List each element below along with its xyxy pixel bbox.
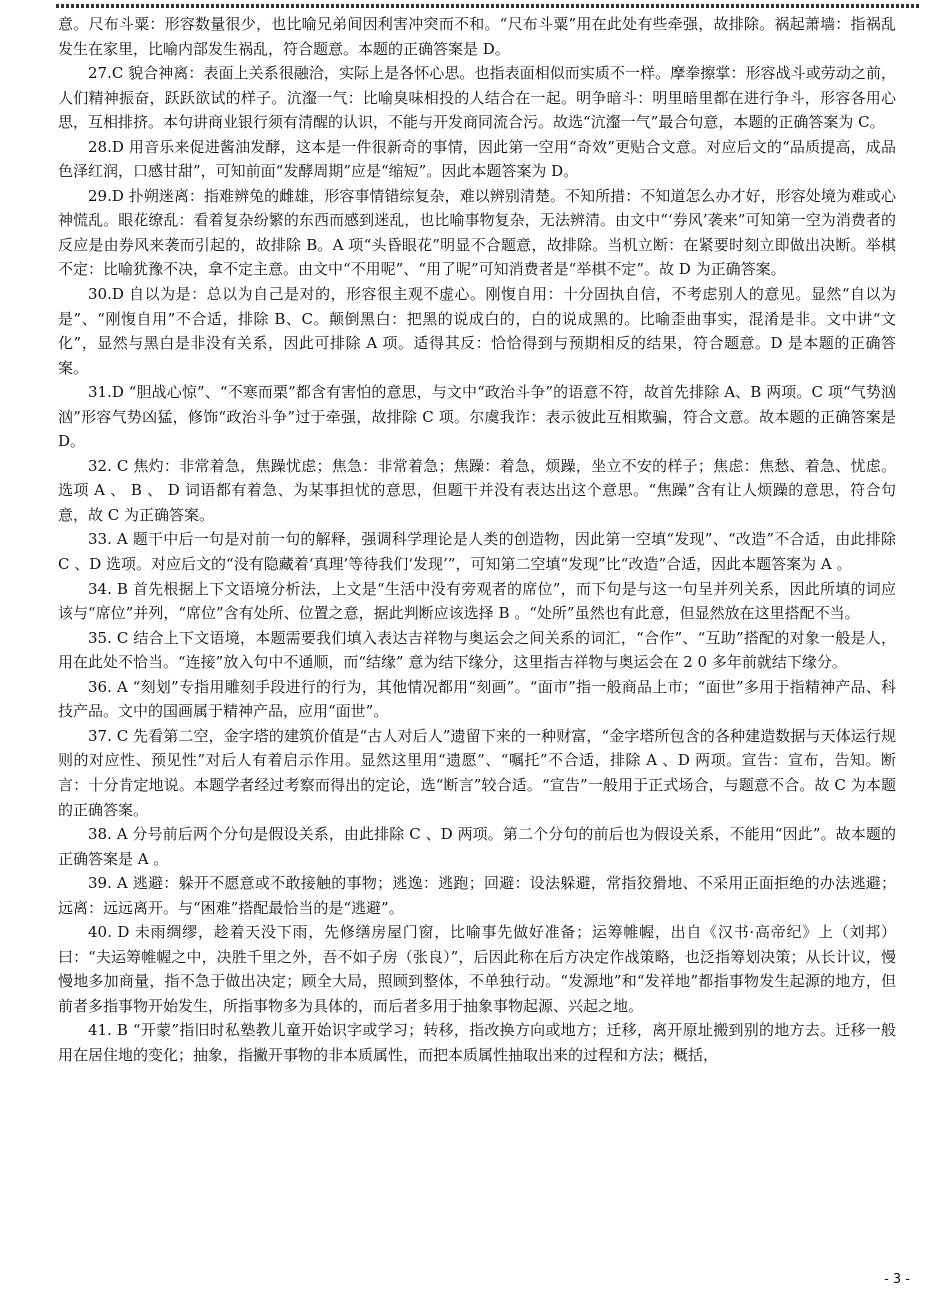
answer-30: 30.D 自以为是：总以为自己是对的，形容很主观不虚心。刚愎自用：十分固执自信，不考虑别人的意见。显然“自以为是”、“刚愎自用”不合适，排除 B、C。颠倒黑白：把黑的说成白的，白的说成黑的。比喻歪曲事实，混淆是非。文中讲“文化”，显然与黑白是非没有关系，因此可排除 A 项。适得其反：恰恰得到与预期相反的结果，符合题意。D 是本题的正确答案。 [58, 285, 896, 377]
answer-29: 29.D 扑朔迷离：指难辨兔的雌雄，形容事情错综复杂，难以辨别清楚。不知所措：不知道怎么办才好，形容处境为难或心神慌乱。眼花缭乱：看着复杂纷繁的东西而感到迷乱，也比喻事物复杂，无法辨清。由文中“‘券风’袭来”可知第一空为消费者的反应是由券风来袭而引起的，故排除 B。A 项“头昏眼花”明显不合题意，故排除。当机立断：在紧要时刻立即做出决断。举棋不定：比喻犹豫不决，拿不定主意。由文中“不用呢”、“用了呢”可知消费者是“举棋不定”。故 D 为正确答案。 [58, 186, 896, 279]
answer-33: 33. A 题干中后一句是对前一句的解释，强调科学理论是人类的创造物，因此第一空填“发现”、“改造”不合适，由此排除 C 、D 选项。对应后文的“没有隐藏着‘真理’等待我们‘发现’”，可知第二空填“发现”比“改造”合适，因此本题答案为 A 。 [58, 530, 896, 574]
document-body [58, 12, 896, 1068]
answer-31: 31.D “胆战心惊”、“不寒而栗”都含有害怕的意思，与文中“政治斗争”的语意不符，故首先排除 A、B 两项。C 项“气势汹汹”形容气势凶猛，修饰“政治斗争”过于牵强，故排除 C 项。尔虞我诈：表示彼此互相欺骗，符合文意。故本题的正确答案是 D。 [58, 383, 896, 451]
answer-34: 34. B 首先根据上下文语境分析法，上文是“生活中没有旁观者的席位”，而下句是与这一句呈并列关系，因此所填的词应该与“席位”并列，“席位”含有处所、位置之意，据此判断应该选择 B 。“处所”虽然也有此意，但显然放在这里搭配不当。 [58, 579, 896, 623]
answer-28: 28.D 用音乐来促进酱油发酵，这本是一件很新奇的事情，因此第一空用“奇效”更贴合文意。对应后文的“品质提高，成品色泽红润，口感甘甜”，可知前面“发酵周期”应是“缩短”。因此本题答案为 D。 [58, 137, 896, 181]
paragraph-continued: 意。尺布斗粟：形容数量很少，也比喻兄弟间因利害冲突而不和。“尺布斗粟”用在此处有些牵强，故排除。祸起萧墙：指祸乱发生在家里，比喻内部发生祸乱，符合题意。本题的正确答案是 D。 [58, 15, 896, 58]
answer-41: 41. B “开蒙”指旧时私塾教儿童开始识字或学习；转移，指改换方向或地方；迁移，离开原址搬到别的地方去。迁移一般用在居住地的变化；抽象，指撇开事物的非本质属性，而把本质属性抽取出来的过程和方法；概括， [58, 1021, 896, 1064]
answer-36: 36. A “刻划”专指用雕刻手段进行的行为，其他情况都用“刻画”。“面市”指一般商品上市；“面世”多用于指精神产品、科技产品。文中的国画属于精神产品，应用“面世”。 [58, 677, 896, 721]
header-rule [56, 4, 920, 8]
answer-39: 39. A 逃避：躲开不愿意或不敢接触的事物；逃逸：逃跑；回避：设法躲避，常指狡猾地、不采用正面拒绝的办法逃避；远离：远远离开。与“困难”搭配最恰当的是“逃避”。 [58, 874, 896, 917]
page-number: - 3 - [884, 1272, 910, 1287]
answer-37: 37. C 先看第二空，金字塔的建筑价值是“古人对后人”遗留下来的一种财富，“金字塔所包含的各种建造数据与天体运行规则的对应性、预见性”对后人有着启示作用。显然这里用“遗愿”、“嘱托”不合适，排除 A 、D 两项。宣告：宣布，告知。断言：十分肯定地说。本题学者经过考察而得出的定论，选“断言”较合适。“宣告”一般用于正式场合，与题意不合。故 C 为本题的正确答案。 [58, 726, 896, 819]
answer-27: 27.C 貌合神离：表面上关系很融洽，实际上是各怀心思。也指表面相似而实质不一样。摩拳擦掌：形容战斗或劳动之前，人们精神振奋，跃跃欲试的样子。沆瀣一气：比喻臭味相投的人结合在一起。明争暗斗：明里暗里都在进行争斗，形容各用心思，互相排挤。本句讲商业银行须有清醒的认识，不能与开发商同流合污。故选“沆瀣一气”最合句意，本题的正确答案为 C。 [58, 64, 896, 132]
answer-38: 38. A 分号前后两个分句是假设关系，由此排除 C 、D 两项。第二个分句的前后也为假设关系，不能用“因此”。故本题的正确答案是 A 。 [58, 825, 896, 868]
answer-40: 40. D 未雨绸缪，趁着天没下雨，先修缮房屋门窗，比喻事先做好准备；运筹帷幄，出自《汉书·高帝纪》上（刘邦）曰：“夫运筹帷幄之中，决胜千里之外，吾不如子房（张良）”，后因此称在后方决定作战策略，也泛指筹划决策；从长计议，慢慢地多加商量，指不急于做出决定；顾全大局，照顾到整体，不单独行动。“发源地”和“发祥地”都指事物发生起源的地方，但前者多指事物开始发生，所指事物多为具体的，而后者多用于抽象事物起源、兴起之地。 [58, 923, 896, 1015]
answer-32: 32. C 焦灼：非常着急，焦躁忧虑；焦急：非常着急；焦躁：着急，烦躁，坐立不安的样子；焦虑：焦愁、着急、忧虑。选项 A 、 B 、 D 词语都有着急、为某事担忧的意思，但题干并没有表达出这个意思。“焦躁”含有让人烦躁的意思，符合句意，故 C 为正确答案。 [58, 456, 896, 524]
answer-35: 35. C 结合上下文语境，本题需要我们填入表达吉祥物与奥运会之间关系的词汇，“合作”、“互助”搭配的对象一般是人，用在此处不恰当。“连接”放入句中不通顺，而“结缘” 意为结下缘分，这里指吉祥物与奥运会在 2 0 多年前就结下缘分。 [58, 628, 896, 672]
